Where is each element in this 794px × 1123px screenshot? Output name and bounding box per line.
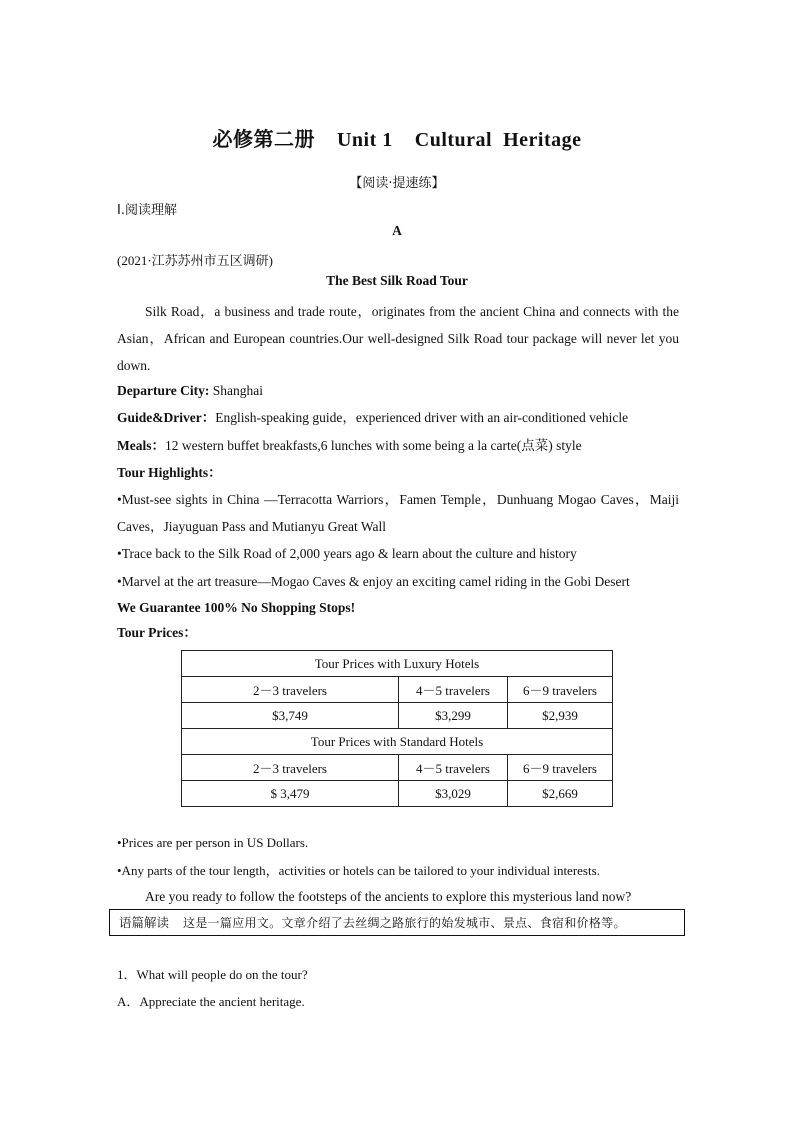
note-item: •Any parts of the tour length，activities or hotels can be tailored to your individual interests. <box>117 863 600 878</box>
highlights-label: Tour Highlights： <box>117 465 222 480</box>
title-chinese: 必修第二册 <box>212 129 315 151</box>
group-cell: 6－9 travelers <box>508 677 613 703</box>
highlight-item: •Trace back to the Silk Road of 2,000 years ago & learn about the culture and history <box>117 546 577 561</box>
intro-paragraph: Silk Road，a business and trade route，originates from the ancient China and connects with the Asian，African and European countries.Our well-designed Silk Road tour package will never let you down. <box>117 304 679 373</box>
passage-label: A <box>392 223 402 238</box>
title-topic: Cultural Heritage <box>414 129 582 151</box>
luxury-header: Tour Prices with Luxury Hotels <box>182 651 613 677</box>
answer-option-a: A．Appreciate the ancient heritage. <box>117 994 305 1009</box>
highlight-item: •Must-see sights in China —Terracotta Warriors，Famen Temple，Dunhuang Mogao Caves，Maiji Caves，Jiayuguan Pass and Mutianyu Great Wall <box>117 492 679 534</box>
note-item: •Prices are per person in US Dollars. <box>117 835 309 850</box>
analysis-label: 语篇解读 <box>119 915 170 930</box>
guide-value: English-speaking guide，experienced driver with an air-conditioned vehicle <box>215 410 629 425</box>
group-cell: 2－3 travelers <box>182 755 399 781</box>
table-row <box>182 755 613 781</box>
group-cell: 4－5 travelers <box>399 755 508 781</box>
table-row <box>182 781 613 807</box>
meals-line <box>117 432 679 459</box>
group-cell: 4－5 travelers <box>399 677 508 703</box>
price-cell: $2,669 <box>508 781 613 807</box>
guide-label: Guide&Driver： <box>117 410 216 425</box>
table-row <box>182 729 613 755</box>
highlight-item: •Marvel at the art treasure—Mogao Caves & enjoy an exciting camel riding in the Gobi Desert <box>117 574 630 589</box>
price-cell: $ 3,479 <box>182 781 399 807</box>
guarantee-line: We Guarantee 100% No Shopping Stops! <box>117 600 356 615</box>
title-unit: Unit 1 <box>336 129 393 151</box>
table-row <box>182 651 613 677</box>
group-cell: 2－3 travelers <box>182 677 399 703</box>
section-heading: Ⅰ.阅读理解 <box>117 203 177 218</box>
price-cell: $2,939 <box>508 703 613 729</box>
closing-line: Are you ready to follow the footsteps of the ancients to explore this mysterious land now? <box>145 889 632 904</box>
price-cell: $3,749 <box>182 703 399 729</box>
departure-label: Departure City: <box>117 383 210 398</box>
passage-source: (2021·江苏苏州市五区调研) <box>117 253 273 268</box>
analysis-text: 这是一篇应用文。文章介绍了去丝绸之路旅行的始发城市、景点、食宿和价格等。 <box>183 916 626 930</box>
meals-value: 12 western buffet breakfasts,6 lunches with some being a la carte(点菜) style <box>165 438 582 453</box>
guide-line <box>117 404 679 431</box>
meals-label: Meals： <box>117 438 165 453</box>
price-cell: $3,029 <box>399 781 508 807</box>
table-row <box>182 703 613 729</box>
section-tag: 【阅读·提速练】 <box>349 176 445 191</box>
departure-value: Shanghai <box>209 383 263 398</box>
table-row <box>182 677 613 703</box>
page-title <box>0 123 794 152</box>
price-cell: $3,299 <box>399 703 508 729</box>
standard-header: Tour Prices with Standard Hotels <box>182 729 613 755</box>
question-stem: 1．What will people do on the tour? <box>117 967 308 982</box>
departure-line <box>117 377 679 404</box>
price-table <box>181 650 613 807</box>
group-cell: 6－9 travelers <box>508 755 613 781</box>
passage-title: The Best Silk Road Tour <box>326 273 468 288</box>
prices-label: Tour Prices： <box>117 625 197 640</box>
analysis-box <box>109 909 685 936</box>
